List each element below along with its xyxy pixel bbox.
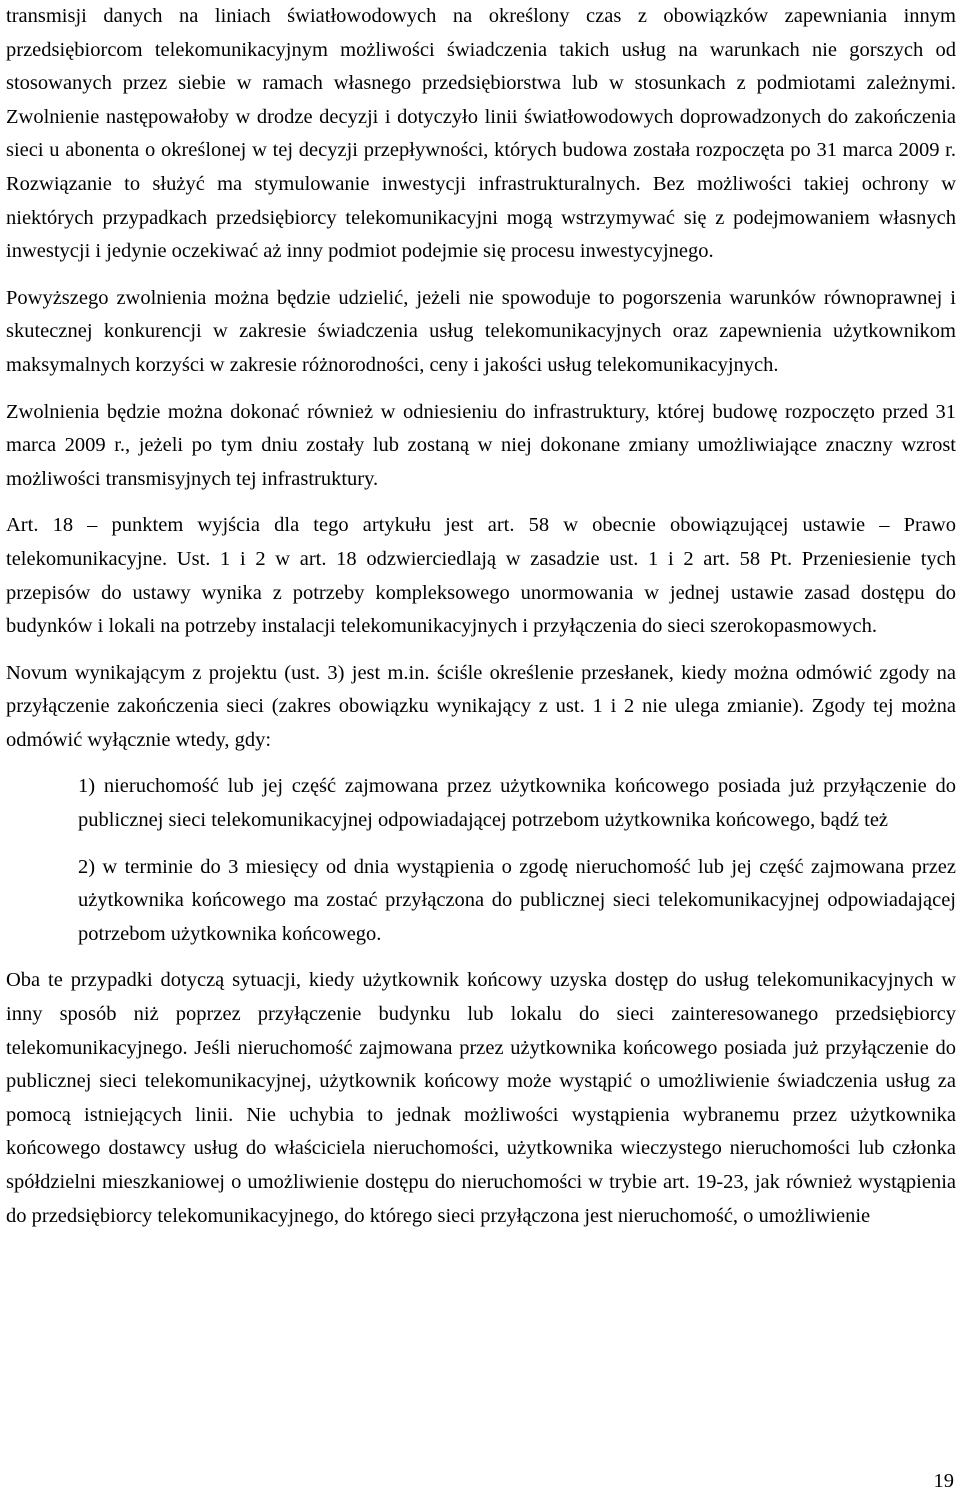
list-item-2: 2) w terminie do 3 miesięcy od dnia wystąpienia o zgodę nieruchomość lub jej część zajmowana przez użytkownika końcowego ma zostać przyłączona do publicznej sieci telekomunikacyjnej odpowiadającej potrzebom użytkownika końcowego. [78,855,956,945]
document-page [6,0,956,1246]
paragraph-existing-infrastructure: Zwolnienia będzie można dokonać również w odniesieniu do infrastruktury, której budowę rozpoczęto przed 31 marca 2009 r., jeżeli po tym dniu zostały lub zostaną w niej dokonane zmiany umożliwiające znaczny wzrost możliwości transmisyjnych tej infrastruktury. [6,400,956,490]
paragraph-article-18: Art. 18 – punktem wyjścia dla tego artykułu jest art. 58 w obecnie obowiązującej ustawie – Prawo telekomunikacyjne. Ust. 1 i 2 w art. 18 odzwierciedlają w zasadzie ust. 1 i 2 art. 58 Pt. Przeniesienie tych przepisów do ustawy wynika z potrzeby kompleksowego unormowania w jednej ustawie zasad dostępu do budynków i lokali na potrzeby instalacji telekomunikacyjnych i przyłączenia do sieci szerokopasmowych. [6,514,956,638]
paragraph-exemption: transmisji danych na liniach światłowodowych na określony czas z obowiązków zapewniania innym przedsiębiorcom telekomunikacyjnym możliwości świadczenia takich usług na warunkach nie gorszych od stosowanych przez siebie w ramach własnego przedsiębiorstwa lub w stosunkach z podmiotami zależnymi. Zwolnienie następowałoby w drodze decyzji i dotyczyło linii światłowodowych doprowadzonych do zakończenia sieci u abonenta o określonej w tej decyzji przepływności, których budowa została rozpoczęta po 31 marca 2009 r. Rozwiązanie to służyć ma stymulowanie inwestycji infrastrukturalnych. Bez możliwości takiej ochrony w niektórych przypadkach przedsiębiorcy telekomunikacyjni mogą wstrzymywać się z podejmowaniem własnych inwestycji i jedynie oczekiwać aż inny podmiot podejmie się procesu inwestycyjnego. [6,5,956,263]
page-number: 19 [933,1470,954,1492]
list-item-1: 1) nieruchomość lub jej część zajmowana przez użytkownika końcowego posiada już przyłączenie do publicznej sieci telekomunikacyjnej odpowiadającej potrzebom użytkownika końcowego, bądź też [78,775,956,832]
paragraph-novum: Novum wynikającym z projektu (ust. 3) jest m.in. ściśle określenie przesłanek, kiedy można odmówić zgody na przyłączenie zakończenia sieci (zakres obowiązku wynikający z ust. 1 i 2 nie ulega zmianie). Zgody tej można odmówić wyłącznie wtedy, gdy: [6,661,956,751]
paragraph-competition-conditions: Powyższego zwolnienia można będzie udzielić, jeżeli nie spowoduje to pogorszenia warunków równoprawnej i skutecznej konkurencji w zakresie świadczenia usług telekomunikacyjnych oraz zapewnienia użytkownikom maksymalnych korzyści w zakresie różnorodności, ceny i jakości usług telekomunikacyjnych. [6,286,956,376]
paragraph-closing: Oba te przypadki dotyczą sytuacji, kiedy użytkownik końcowy uzyska dostęp do usług telekomunikacyjnych w inny sposób niż poprzez przyłączenie budynku lub lokalu do sieci zainteresowanego przedsiębiorcy telekomunikacyjnego. Jeśli nieruchomość zajmowana przez użytkownika końcowego posiada już przyłączenie do publicznej sieci telekomunikacyjnej, użytkownik końcowy może wystąpić o umożliwienie świadczenia usług za pomocą istniejących linii. Nie uchybia to jednak możliwości wystąpienia wybranemu przez użytkownika końcowego dostawcy usług do właściciela nieruchomości, użytkownika wieczystego nieruchomości lub członka spółdzielni mieszkaniowej o umożliwienie dostępu do nieruchomości w trybie art. 19-23, jak również wystąpienia do przedsiębiorcy telekomunikacyjnego, do którego sieci przyłączona jest nieruchomość, o umożliwienie [6,969,956,1227]
